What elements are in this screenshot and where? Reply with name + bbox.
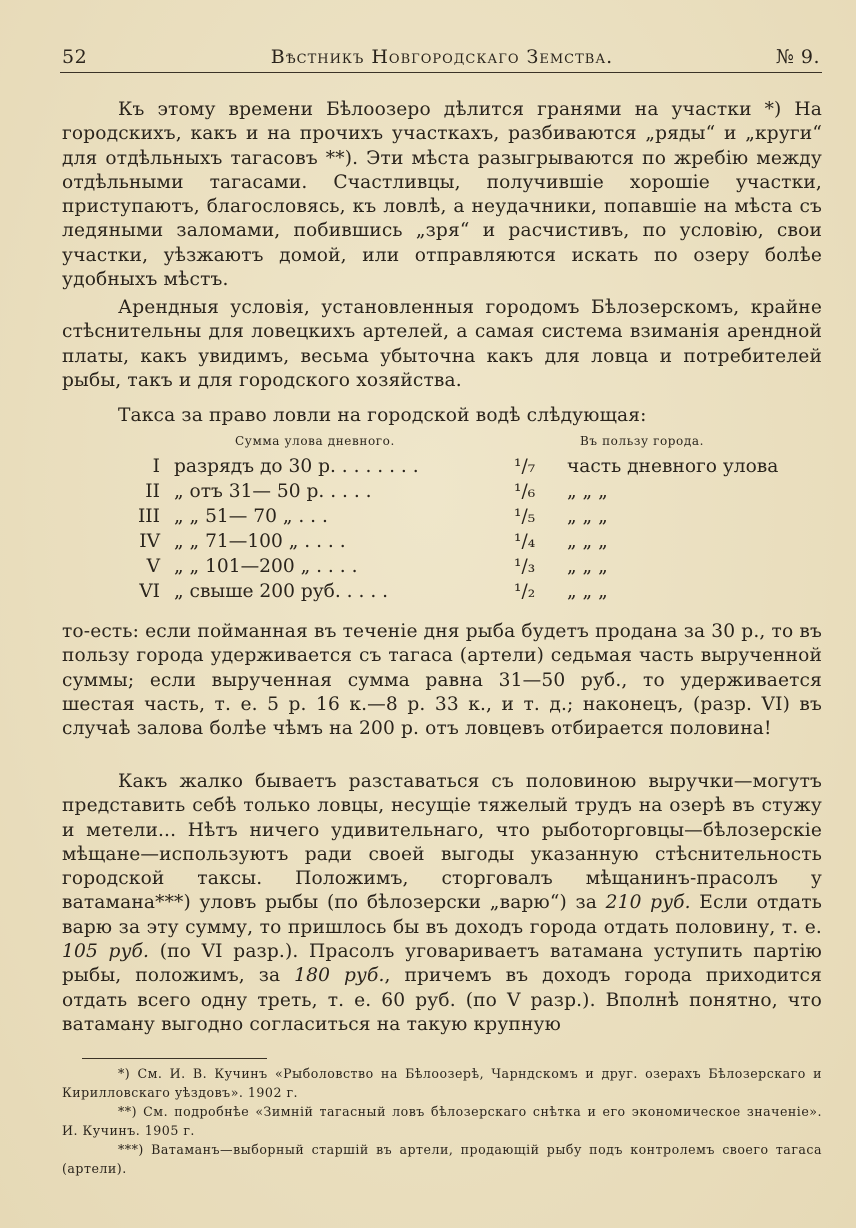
tax-fraction: ¹/₅	[514, 506, 536, 527]
tax-rank: V	[146, 556, 160, 577]
tax-header-city: Въ пользу города.	[580, 434, 705, 448]
paragraph-3	[62, 404, 822, 428]
tax-fraction: ¹/₂	[514, 581, 536, 602]
page-number: 52	[62, 46, 88, 68]
paragraph-text	[62, 770, 822, 1037]
tax-range: разрядъ до 30 р. . . . . . . .	[174, 456, 419, 477]
tax-tail: „ „ „	[567, 481, 608, 502]
tax-row	[120, 454, 800, 479]
tax-fraction: ¹/₇	[514, 456, 536, 477]
paragraph-text: Арендныя условія, установленныя городомъ Бѣлозерскомъ, крайне стѣснительны для ловецкихъ артелей, а самая система взиманія арендной платы, какъ увидимъ, весьма убыточна какъ для ловца и потребителей рыбы, такъ и для городского хозяйства.	[62, 297, 822, 391]
tax-table	[120, 454, 800, 604]
tax-row	[120, 554, 800, 579]
footnotes	[62, 1064, 822, 1178]
paragraph-1	[62, 98, 822, 292]
text-run: (по VI разр.). Прасолъ уговариваетъ ватамана уступить партію рыбы, положимъ, за	[62, 941, 822, 987]
paragraph-2	[62, 296, 822, 393]
footnote-3: ***) Ватаманъ—выборный старшій въ артели, продающій рыбу подъ контролемъ своего тагаса (артели).	[62, 1142, 822, 1176]
tax-fraction: ¹/₄	[514, 531, 536, 552]
paragraph-4	[62, 620, 822, 741]
tax-tail: часть дневного улова	[567, 456, 779, 477]
text-run: Если отдать варю за эту сумму, то пришлось бы въ доходъ города отдать половину, т. е.	[62, 892, 822, 938]
tax-rank: III	[137, 506, 160, 527]
tax-tail: „ „ „	[567, 556, 608, 577]
tax-rank: II	[145, 481, 160, 502]
tax-tail: „ „ „	[567, 531, 608, 552]
journal-title: Вѣстникъ Новгородскаго Земства.	[270, 46, 614, 68]
tax-range: „ „ 101—200 „ . . . .	[174, 556, 358, 577]
tax-range: „ отъ 31— 50 р. . . . .	[174, 481, 372, 502]
tax-header-sum: Сумма улова дневного.	[235, 434, 395, 448]
header-rule	[60, 72, 822, 73]
tax-rank: IV	[139, 531, 160, 552]
amount-italic: 210 руб.	[605, 892, 691, 914]
paragraph-text: Къ этому времени Бѣлоозеро дѣлится гранями на участки *) На городскихъ, какъ и на прочихъ участкахъ, разбиваются „ряды“ и „круги“ для отдѣльныхъ тагасовъ **). Эти мѣста разыгрываются по жребію между отдѣльными тагасами. Счастливцы, получившіе хорошіе участки, приступаютъ, благословясь, къ ловлѣ, а неудачники, попавшіе на мѣста съ ледяными заломами, побившись „зря“ и расчистивъ, по условію, свои участки, уѣзжаютъ домой, или отправляются искать по озеру болѣе удобныхъ мѣстъ.	[62, 99, 822, 291]
paragraph-text: Такса за право ловли на городской водѣ слѣдующая:	[118, 405, 647, 426]
paragraph-5	[62, 770, 822, 1037]
paragraph-text: то-есть: если пойманная въ теченіе дня рыба будетъ продана за 30 р., то въ пользу города удерживается съ тагаса (артели) седьмая часть вырученной суммы; если вырученная сумма равна 31—50 руб., то удерживается шестая часть, т. е. 5 р. 16 к.—8 р. 33 к., и т. д.; наконецъ, (разр. VI) въ случаѣ залова болѣе чѣмъ на 200 р. отъ ловцевъ отбирается половина!	[62, 621, 822, 740]
tax-rank: I	[152, 456, 160, 477]
tax-tail: „ „ „	[567, 581, 608, 602]
tax-row	[120, 504, 800, 529]
amount-italic: 105 руб.	[62, 941, 150, 963]
issue-number: № 9.	[775, 46, 820, 68]
tax-row	[120, 479, 800, 504]
tax-range: „ „ 51— 70 „ . . .	[174, 506, 328, 527]
amount-italic: 180 руб.	[294, 965, 385, 987]
text-run: Какъ жалко бываетъ разставаться съ половиною выручки—могутъ представить себѣ только ловцы, несущіе тяжелый трудъ на озерѣ въ стужу и метели... Нѣтъ ничего удивительнаго, что рыботорговцы—бѣлозерскіе мѣщане—используютъ ради своей выгоды указанную стѣснительность городской таксы. Положимъ, сторговалъ мѣщанинъ-прасолъ у ватамана***) уловъ рыбы (по бѣлозерски „варю“) за	[62, 771, 822, 914]
page-header	[62, 46, 822, 72]
tax-tail: „ „ „	[567, 506, 608, 527]
footnote-rule	[82, 1058, 267, 1059]
footnote-1: *) См. И. В. Кучинъ «Рыболовство на Бѣлоозерѣ, Чарндскомъ и друг. озерахъ Бѣлозерскаго и Кирилловскаго уѣздовъ». 1902 г.	[62, 1066, 822, 1100]
tax-fraction: ¹/₆	[514, 481, 536, 502]
tax-range: „ „ 71—100 „ . . . .	[174, 531, 346, 552]
tax-rank: VI	[139, 581, 160, 602]
footnote-2: **) См. подробнѣе «Зимній тагасный ловъ бѣлозерскаго снѣтка и его экономическое значеніе». И. Кучинъ. 1905 г.	[62, 1104, 822, 1138]
tax-fraction: ¹/₃	[514, 556, 536, 577]
tax-row	[120, 579, 800, 604]
text-run: , причемъ въ доходъ города приходится отдать всего одну треть, т. е. 60 руб. (по V разр.). Вполнѣ понятно, что ватаману выгодно согласиться на такую крупную	[62, 965, 822, 1035]
tax-row	[120, 529, 800, 554]
tax-range: „ свыше 200 руб. . . . .	[174, 581, 389, 602]
